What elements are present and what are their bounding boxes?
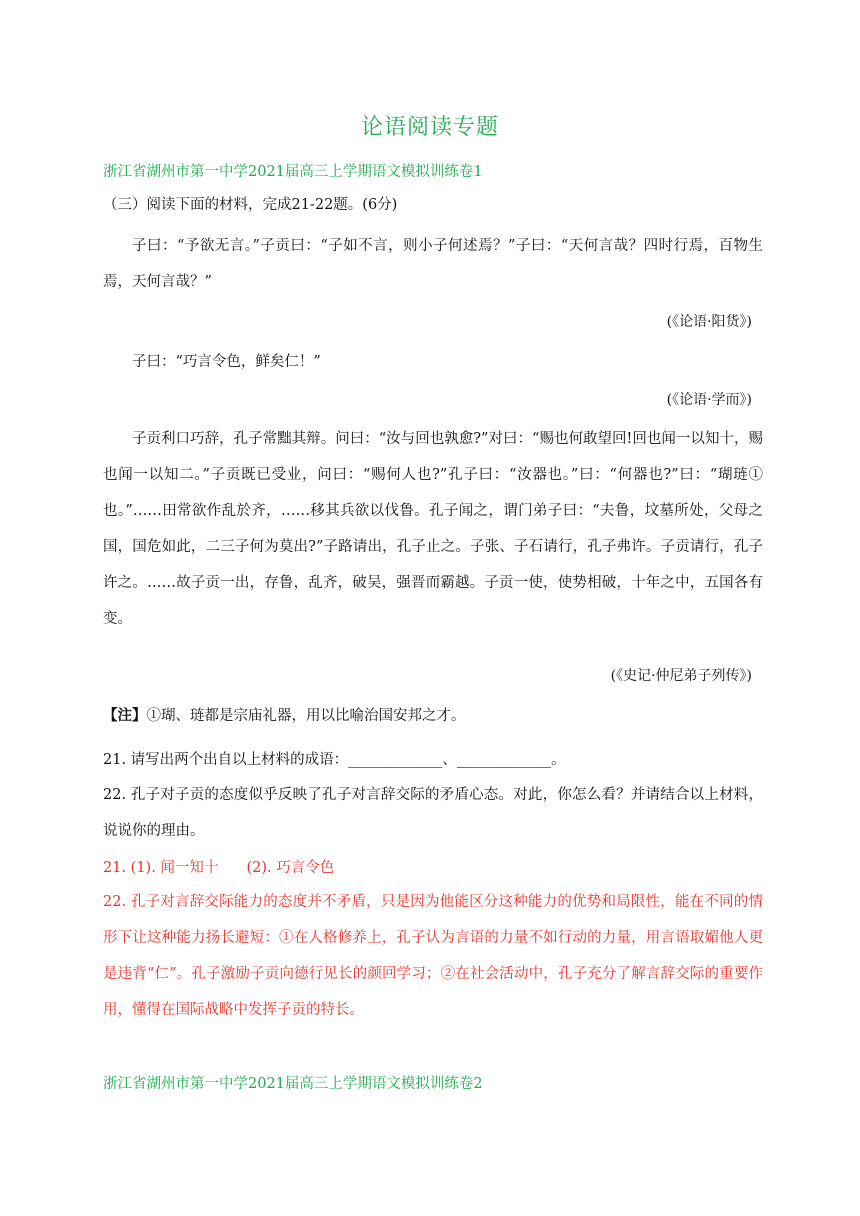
page-title: 论语阅读专题 [360, 115, 499, 140]
answer-21-part2: (2). 巧言令色 [246, 860, 335, 876]
passage-lunyu-yanghuo: 子曰：“予欲无言。”子贡曰：“子如不言，则小子何述焉？”子曰：“天何言哉？四时行焉，百物生焉，天何言哉？” [103, 238, 763, 290]
passage-shiji: 子贡利口巧辞，孔子常黜其辩。问曰：“汝与回也孰愈?”对曰：“赐也何敢望回!回也闻一以知十，赐也闻一以知二。”子贡既已受业，问曰：“赐何人也?”孔子曰：“汝器也。”曰：“何器也?”曰：“瑚琏①也。”……田常欲作乱於齐，……移其兵欲以伐鲁。孔子闻之，谓门弟子曰：“夫鲁，坟墓所处，父母之国，国危如此，二三子何为莫出?”子路请出，孔子止之。子张、子石请行，孔子弗许。子贡请行，孔子许之。……故子贡一出，存鲁，乱齐，破吴，强晋而霸越。子贡一使，使势相破，十年之中，五国各有变。 [103, 431, 763, 627]
citation-shiji: (《史记·仲尼弟子列传》) [610, 668, 752, 684]
source-heading-2: 浙江省湖州市第一中学2021届高三上学期语文模拟训练卷2 [103, 1076, 483, 1092]
answer-22: 22. 孔子对言辞交际能力的态度并不矛盾，只是因为他能区分这种能力的优势和局限性，能在不同的情形下让这种能力扬长避短：①在人格修养上，孔子认为言语的力量不如行动的力量，用言语取媚他人更是违背“仁”。孔子激励子贡向德行见长的颜回学习；②在社会活动中，孔子充分了解言辞交际的重要作用，懂得在国际战略中发挥子贡的特长。 [103, 894, 763, 1018]
note-label: 【注】 [103, 707, 147, 724]
section-intro: （三）阅读下面的材料，完成21-22题。(6分) [103, 197, 398, 213]
answer-21-part1: 21. (1). 闻一知十 [103, 860, 219, 876]
source-heading-1: 浙江省湖州市第一中学2021届高三上学期语文模拟训练卷1 [103, 164, 483, 180]
citation-yanghuo: (《论语·阳货》) [666, 314, 752, 330]
question-22: 22. 孔子对子贡的态度似乎反映了孔子对言辞交际的矛盾心态。对此，你怎么看？并请结合以上材料，说说你的理由。 [103, 787, 763, 839]
citation-xueer: (《论语·学而》) [666, 392, 752, 408]
answer-21 [103, 856, 334, 877]
passage-lunyu-xueer: 子曰：“巧言令色，鲜矣仁！” [132, 354, 321, 370]
note-text: ①瑚、琏都是宗庙礼器，用以比喻治国安邦之才。 [146, 708, 466, 724]
note [103, 704, 466, 725]
question-21: 21. 请写出两个出自以上材料的成语：_____________、_____________。 [103, 752, 566, 768]
